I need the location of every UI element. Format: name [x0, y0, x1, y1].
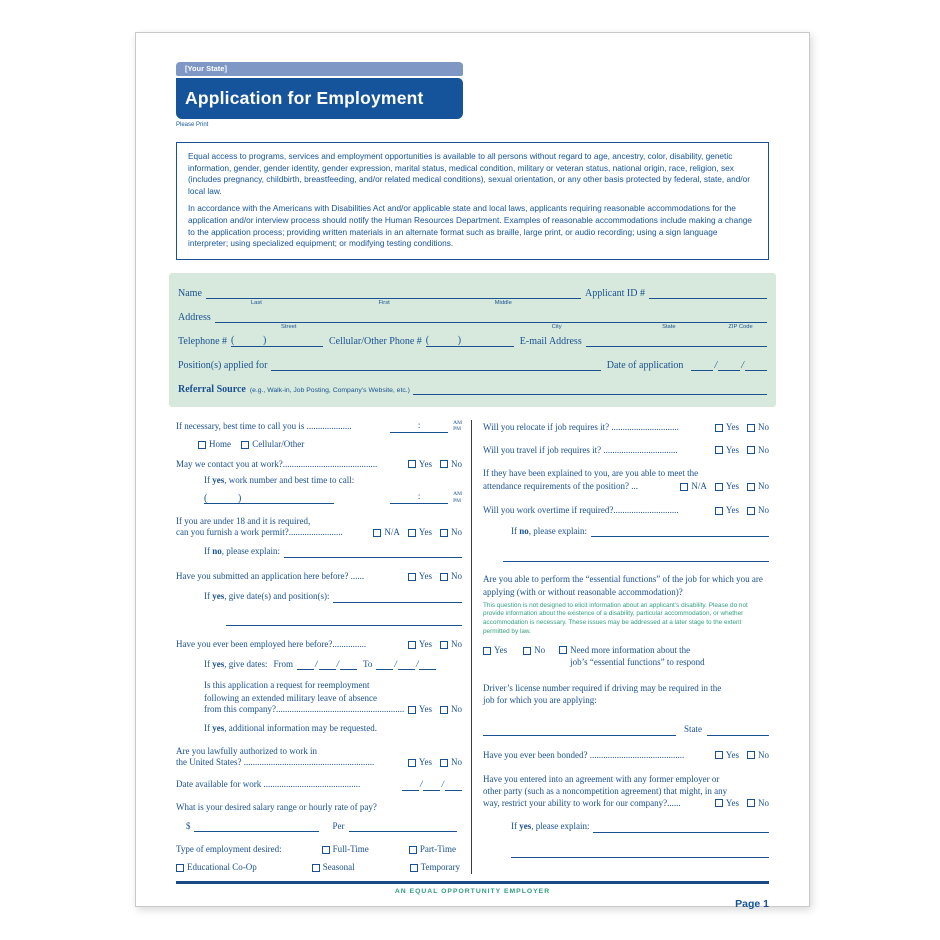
if-bold: no [212, 545, 222, 556]
no-label: No [758, 444, 769, 455]
contact-work-no-checkbox[interactable] [440, 460, 448, 468]
doa-year-field[interactable] [745, 362, 767, 371]
travel-no-option[interactable] [747, 445, 769, 457]
authorized-yes-option[interactable] [408, 757, 432, 769]
relocate-yes-option[interactable] [715, 422, 739, 434]
no-label: No [758, 505, 769, 516]
permit-yes-checkbox[interactable] [408, 529, 416, 537]
eeo-notice-paragraph-1: Equal access to programs, services and employment opportunities is available to all persons without regard to age, ancestry, color, disability, genetic information, gender, gender identity, gender expression, marital status, medical condition, military or veteran status, national origin, race, religion, sex (includes pregnancy, childbirth, breastfeeding, and/or related medical conditions), sexual orientation, or any other basis protected by federal, state, and/or local law. [188, 151, 751, 196]
noncompete-explain-row2 [511, 849, 769, 858]
best-time-to-call-row [176, 420, 462, 433]
contact-work-yes-option[interactable] [408, 459, 432, 471]
relocate-yes-checkbox[interactable] [715, 424, 723, 432]
no-label: No [451, 527, 462, 538]
if-post: , additional information may be requested. [224, 723, 377, 734]
doa-day-field[interactable] [718, 362, 740, 371]
temporary-label: Temporary [420, 862, 460, 873]
referral-source-field[interactable] [413, 385, 767, 395]
na-label: N/A [691, 481, 707, 492]
no-label: No [451, 570, 462, 581]
cellular-label: Cellular/Other Phone # [329, 335, 422, 347]
pm-label: PM [453, 497, 462, 504]
no-label: No [451, 639, 462, 650]
temporary-option[interactable] [410, 862, 460, 874]
yes-label: Yes [418, 527, 432, 538]
need-more-info-line2: job’s “essential functions” to respond [570, 656, 705, 667]
work-open-paren: ( [204, 493, 208, 505]
license-state-label: State [684, 723, 702, 734]
referral-source-hint: (e.g., Walk-in, Job Posting, Company’s Website, etc.) [249, 386, 410, 394]
temporary-checkbox[interactable] [410, 864, 418, 872]
if-prefix: If [511, 821, 520, 832]
license-line2: job for which you are applying: [483, 694, 597, 705]
form-title-bar [176, 78, 463, 119]
if-prefix: If [204, 545, 213, 556]
eeo-notice-paragraph-2: In accordance with the Americans with Disabilities Act and/or applicable state and local laws, applicants requiring reasonable accommodations for the application and/or interview process should notify the Human Resources Department. Examples of reasonable accommodations include making a change to the application process; providing written materials in an alternate format such as braille, large print, or audio recording; using a sign language interpreter; using specialized equipment; or modifying testing conditions. [188, 203, 753, 249]
attendance-row [483, 481, 769, 493]
yes-label: Yes [725, 797, 739, 808]
phone-type-options [198, 439, 462, 453]
noncompete-explain-field-2[interactable] [511, 849, 769, 858]
bonded-yes-option[interactable] [715, 750, 739, 762]
part-time-label: Part-Time [419, 844, 456, 855]
employed-no-option[interactable] [440, 639, 462, 651]
form-title: Application for Employment [185, 88, 424, 108]
to-year[interactable] [419, 661, 436, 670]
if-post: , please explain: [531, 821, 590, 832]
slash: / [336, 658, 340, 669]
eeo-notice-box [176, 142, 769, 260]
bonded-label: Have you ever been bonded? .......................................... [483, 749, 685, 760]
authorized-row [176, 757, 462, 769]
cellular-checkbox[interactable] [241, 441, 249, 449]
no-label: No [758, 797, 769, 808]
no-label: No [758, 749, 769, 760]
if-prefix: If [204, 475, 213, 486]
address-sub-state: State [662, 323, 676, 330]
coop-label: Educational Co-Op [187, 862, 257, 873]
employment-type-row1 [176, 844, 462, 856]
noncompete-line1: Have you entered into an agreement with any former employer or [483, 774, 720, 785]
noncompete-no-option[interactable] [747, 798, 769, 810]
best-time-to-call-label: If necessary, best time to call you is .................... [176, 421, 352, 432]
reemployment-no-option[interactable] [440, 704, 462, 716]
submitted-dates-field-2[interactable] [226, 617, 462, 626]
permit-na-option[interactable] [373, 527, 400, 539]
yes-label: Yes [418, 570, 432, 581]
submitted-yes-option[interactable] [408, 571, 432, 583]
slash: / [441, 778, 444, 789]
avail-month[interactable] [402, 782, 419, 791]
noncompete-yes-option[interactable] [715, 798, 739, 810]
dollar-sign: $ [186, 820, 191, 831]
employment-type-row2 [176, 862, 462, 874]
essential-no-option[interactable] [523, 645, 545, 657]
applicant-identity-section [169, 273, 776, 407]
employed-before-label: Have you ever been employed here before?............... [176, 639, 367, 650]
no-label: No [451, 458, 462, 469]
address-sub-zip: ZIP Code [728, 323, 753, 330]
authorized-no-checkbox[interactable] [440, 759, 448, 767]
name-sub-middle: Middle [494, 299, 512, 306]
yes-label: Yes [725, 421, 739, 432]
noncompete-explain-label [511, 821, 589, 833]
work-best-time-field[interactable] [390, 491, 448, 504]
employment-from-date-field[interactable] [297, 659, 357, 671]
travel-no-checkbox[interactable] [747, 446, 755, 454]
coop-option[interactable] [176, 862, 257, 874]
authorized-yes-checkbox[interactable] [408, 759, 416, 767]
please-print-label: Please Print [176, 122, 209, 128]
attendance-yes-checkbox[interactable] [715, 483, 723, 491]
best-time-ampm [453, 420, 462, 433]
home-checkbox[interactable] [198, 441, 206, 449]
yes-label: Yes [418, 703, 432, 714]
cellular-close-paren: ) [457, 334, 462, 346]
attendance-na-checkbox[interactable] [680, 483, 688, 491]
permit-no-explain-field[interactable] [284, 549, 462, 558]
am-label: AM [453, 490, 462, 497]
overtime-no-explain-row [511, 526, 769, 538]
home-option[interactable] [198, 439, 231, 451]
name-field[interactable] [206, 289, 581, 306]
noncompete-row [483, 798, 769, 810]
essential-functions-options [483, 645, 769, 668]
travel-yes-checkbox[interactable] [715, 446, 723, 454]
telephone-open-paren: ( [231, 334, 235, 346]
travel-row [483, 445, 769, 457]
yes-label: Yes [725, 444, 739, 455]
yes-label: Yes [725, 481, 739, 492]
employed-no-checkbox[interactable] [440, 641, 448, 649]
referral-row [178, 384, 767, 395]
work-permit-row [176, 527, 462, 539]
best-time-field[interactable] [390, 420, 448, 433]
slash: / [315, 658, 318, 669]
travel-label: Will you travel if job requires it? ................................. [483, 444, 678, 455]
reemployment-line1: Is this application a request for reemployment [204, 680, 370, 691]
coop-checkbox[interactable] [176, 864, 184, 872]
contact-at-work-label: May we contact you at work?.......................................... [176, 458, 378, 469]
cellular-field[interactable] [425, 334, 514, 347]
slash: / [419, 778, 423, 789]
employment-dates-label [204, 659, 268, 671]
noncompete-yes-checkbox[interactable] [715, 799, 723, 807]
reemployment-yes-checkbox[interactable] [408, 706, 416, 714]
position-row [178, 360, 767, 371]
date-of-application-field[interactable] [691, 360, 767, 371]
telephone-close-paren: ) [263, 334, 267, 346]
if-bold: yes [212, 723, 225, 734]
submitted-dates-row [204, 591, 462, 603]
overtime-no-explain-field-2[interactable] [503, 553, 769, 562]
authorized-no-option[interactable] [440, 757, 462, 769]
footer-rule [176, 881, 769, 884]
yes-label: Yes [494, 645, 508, 656]
salary-question-label: What is your desired salary range or hourly rate of pay? [176, 801, 377, 812]
email-field[interactable] [586, 337, 767, 347]
noncompete-no-checkbox[interactable] [747, 799, 755, 807]
attendance-line1: If they have been explained to you, are you able to meet the [483, 468, 699, 479]
if-post: , give date(s) and position(s): [224, 591, 330, 602]
referral-source-label: Referral Source [178, 383, 246, 395]
reemployment-row [204, 704, 462, 716]
from-year[interactable] [340, 661, 357, 670]
phone-email-row [178, 336, 767, 347]
if-post: , please explain: [221, 545, 280, 556]
reemployment-yes-option[interactable] [408, 704, 432, 716]
work-number-row [204, 491, 462, 504]
travel-yes-option[interactable] [715, 445, 739, 457]
cellular-option[interactable] [241, 439, 304, 451]
to-day[interactable] [398, 661, 415, 670]
submitted-dates-row2 [226, 617, 462, 626]
essential-functions-note: This question is not designed to elicit information about an applicant’s disability. Please do not provide information about the existence of a disability, particular accommodation, or whether accommodation is necessary. These issues may be addressed at a later stage to the extent permitted by law. [483, 601, 748, 635]
name-sub-last: Last [250, 299, 262, 306]
doa-slash-1: / [714, 359, 718, 371]
if-post: , give dates: [224, 658, 268, 669]
salary-per-field[interactable] [349, 822, 457, 832]
submitted-no-checkbox[interactable] [440, 573, 448, 581]
relocate-no-option[interactable] [747, 422, 769, 434]
overtime-no-explain-field[interactable] [591, 528, 769, 537]
contact-work-no-option[interactable] [440, 459, 462, 471]
yes-label: Yes [418, 757, 432, 768]
submitted-no-option[interactable] [440, 571, 462, 583]
permit-no-checkbox[interactable] [440, 529, 448, 537]
contact-at-work-row [176, 459, 462, 471]
authorized-label: the United States? .......................................................... [176, 757, 375, 768]
if-prefix: If [204, 723, 213, 734]
bonded-yes-checkbox[interactable] [715, 751, 723, 759]
doa-slash-2: / [741, 359, 744, 371]
essential-yes-checkbox[interactable] [483, 647, 491, 655]
relocate-row [483, 422, 769, 434]
attendance-no-option[interactable] [747, 481, 769, 493]
if-prefix: If [204, 658, 213, 669]
equal-opportunity-label: AN EQUAL OPPORTUNITY EMPLOYER [394, 887, 551, 895]
cellular-open-paren: ( [425, 334, 430, 346]
full-time-option[interactable] [322, 844, 369, 856]
cellular-option-label: Cellular/Other [252, 439, 305, 450]
permit-no-explain-row [204, 546, 462, 558]
na-label: N/A [384, 527, 400, 538]
employment-dates-row [204, 659, 462, 671]
bonded-row [483, 750, 769, 762]
questions-section [176, 420, 769, 874]
from-month[interactable] [297, 661, 314, 670]
need-more-info-option[interactable] [559, 645, 704, 668]
best-time-colon: : [417, 420, 421, 431]
home-label: Home [209, 439, 231, 450]
address-sub-city: City [551, 323, 562, 330]
noncompete-line2: other party (such as a noncompetition agreement) that might, in any [483, 786, 728, 797]
submitted-before-label: Have you submitted an application here before? ...... [176, 570, 365, 581]
salary-row [186, 821, 462, 833]
if-bold: yes [212, 475, 225, 486]
submitted-before-row [176, 571, 462, 583]
name-label: Name [178, 287, 202, 299]
address-label: Address [178, 311, 211, 323]
page-number-label: Page 1 [735, 897, 769, 910]
reemployment-label: from this company?......................................................... [204, 703, 404, 714]
salary-amount-field[interactable] [194, 822, 319, 832]
applicant-id-field[interactable] [649, 289, 767, 299]
telephone-field[interactable] [231, 334, 323, 347]
essential-no-checkbox[interactable] [523, 647, 531, 655]
bonded-no-checkbox[interactable] [747, 751, 755, 759]
noncompete-explain-row [511, 821, 769, 833]
full-time-label: Full-Time [332, 844, 369, 855]
from-label: From [273, 658, 294, 669]
no-label: No [758, 481, 769, 492]
attendance-label: attendance requirements of the position? ... [483, 481, 638, 492]
bonded-no-option[interactable] [747, 750, 769, 762]
email-label: E-mail Address [519, 335, 582, 347]
am-label: AM [453, 419, 462, 426]
date-available-label: Date available for work ........................................... [176, 778, 361, 789]
yes-label: Yes [418, 458, 432, 469]
address-sub-street: Street [281, 323, 297, 330]
overtime-yes-checkbox[interactable] [715, 507, 723, 515]
yes-label: Yes [725, 749, 739, 760]
essential-yes-option[interactable] [483, 645, 507, 657]
slash: / [394, 658, 397, 669]
state-tag-label: [Your State] [185, 64, 227, 73]
attendance-na-option[interactable] [680, 481, 707, 493]
overtime-no-explain-label [511, 526, 587, 538]
overtime-explain-row2 [503, 553, 769, 562]
date-available-row [176, 779, 462, 791]
name-sub-first: First [378, 299, 390, 306]
doa-month-field[interactable] [691, 362, 713, 371]
employment-to-date-field[interactable] [376, 659, 436, 671]
work-close-paren: ) [238, 493, 242, 505]
submitted-dates-field[interactable] [333, 594, 462, 603]
no-label: No [758, 421, 769, 432]
employed-yes-checkbox[interactable] [408, 641, 416, 649]
relocate-no-checkbox[interactable] [747, 424, 755, 432]
no-label: No [451, 757, 462, 768]
pm-label: PM [453, 426, 462, 433]
permit-no-option[interactable] [440, 527, 462, 539]
need-more-info-checkbox[interactable] [559, 646, 567, 654]
work-permit-label: can you furnish a work permit?........................ [176, 527, 343, 538]
telephone-label: Telephone # [178, 335, 228, 347]
employed-before-row [176, 639, 462, 651]
license-number-field[interactable] [483, 727, 676, 736]
employment-type-label: Type of employment desired: [176, 844, 282, 855]
questions-left-column [176, 420, 471, 874]
relocate-label: Will you relocate if job requires it? .............................. [483, 421, 679, 432]
noncompete-explain-field[interactable] [593, 824, 769, 833]
if-bold: yes [212, 658, 225, 669]
if-bold: yes [212, 591, 225, 602]
part-time-option[interactable] [409, 844, 456, 856]
from-day[interactable] [319, 661, 336, 670]
address-field[interactable] [215, 313, 767, 330]
no-label: No [534, 645, 546, 656]
yes-label: Yes [418, 639, 432, 650]
if-bold: yes [519, 821, 532, 832]
work-time-ampm [453, 491, 462, 504]
overtime-no-checkbox[interactable] [747, 507, 755, 515]
to-label: To [363, 658, 373, 669]
work-time-colon: : [417, 491, 421, 502]
reemployment-additional-info-label [204, 723, 462, 735]
yes-label: Yes [725, 505, 739, 516]
permit-no-explain-label [204, 546, 280, 558]
application-form-page [135, 32, 810, 910]
seasonal-checkbox[interactable] [312, 864, 320, 872]
need-more-info-line1: Need more information about the [570, 645, 691, 656]
date-available-field[interactable] [402, 779, 462, 791]
permit-yes-option[interactable] [408, 527, 432, 539]
reemployment-line2: following an extended military leave of absence [204, 692, 377, 703]
overtime-yes-option[interactable] [715, 505, 739, 517]
attendance-yes-option[interactable] [715, 481, 739, 493]
if-post: , work number and best time to call: [224, 475, 355, 486]
permit-na-checkbox[interactable] [373, 529, 381, 537]
work-number-field[interactable] [204, 494, 334, 504]
contact-work-yes-checkbox[interactable] [408, 460, 416, 468]
license-line1: Driver’s license number required if driving may be required in the [483, 682, 722, 693]
if-prefix: If [511, 525, 520, 536]
slash: / [415, 658, 419, 669]
overtime-label: Will you work overtime if required?............................. [483, 505, 679, 516]
if-prefix: If [204, 591, 213, 602]
under-18-question-line1: If you are under 18 and it is required, [176, 516, 311, 527]
positions-field[interactable] [271, 361, 600, 371]
seasonal-option[interactable] [312, 862, 355, 874]
to-month[interactable] [376, 661, 393, 670]
essential-functions-question: Are you able to perform the “essential functions” of the job for which you are applying (with or without reasonable accommodation)? [483, 574, 763, 597]
date-of-application-label: Date of application [606, 359, 684, 371]
avail-day[interactable] [423, 782, 440, 791]
full-time-checkbox[interactable] [322, 846, 330, 854]
questions-right-column [471, 420, 769, 874]
address-row [178, 311, 767, 330]
need-more-info-label [570, 645, 704, 668]
part-time-checkbox[interactable] [409, 846, 417, 854]
overtime-no-option[interactable] [747, 505, 769, 517]
applicant-id-label: Applicant ID # [585, 287, 645, 299]
per-label: Per [332, 820, 345, 831]
submitted-yes-checkbox[interactable] [408, 573, 416, 581]
noncompete-label: way, restrict your ability to work for our company?...... [483, 797, 681, 808]
avail-year[interactable] [445, 782, 462, 791]
attendance-no-checkbox[interactable] [747, 483, 755, 491]
license-state-field[interactable] [707, 726, 769, 736]
positions-label: Position(s) applied for [178, 359, 268, 371]
state-tag-bar [176, 62, 463, 76]
submitted-dates-label [204, 591, 329, 603]
if-yes-work-number-label [204, 475, 462, 487]
overtime-row [483, 505, 769, 517]
name-row [178, 287, 767, 306]
if-bold: no [519, 525, 529, 536]
employed-yes-option[interactable] [408, 639, 432, 651]
if-post: , please explain: [528, 525, 587, 536]
authorized-line1: Are you lawfully authorized to work in [176, 746, 317, 757]
license-field-row [483, 724, 769, 736]
no-label: No [451, 703, 462, 714]
seasonal-label: Seasonal [322, 862, 355, 873]
reemployment-no-checkbox[interactable] [440, 706, 448, 714]
